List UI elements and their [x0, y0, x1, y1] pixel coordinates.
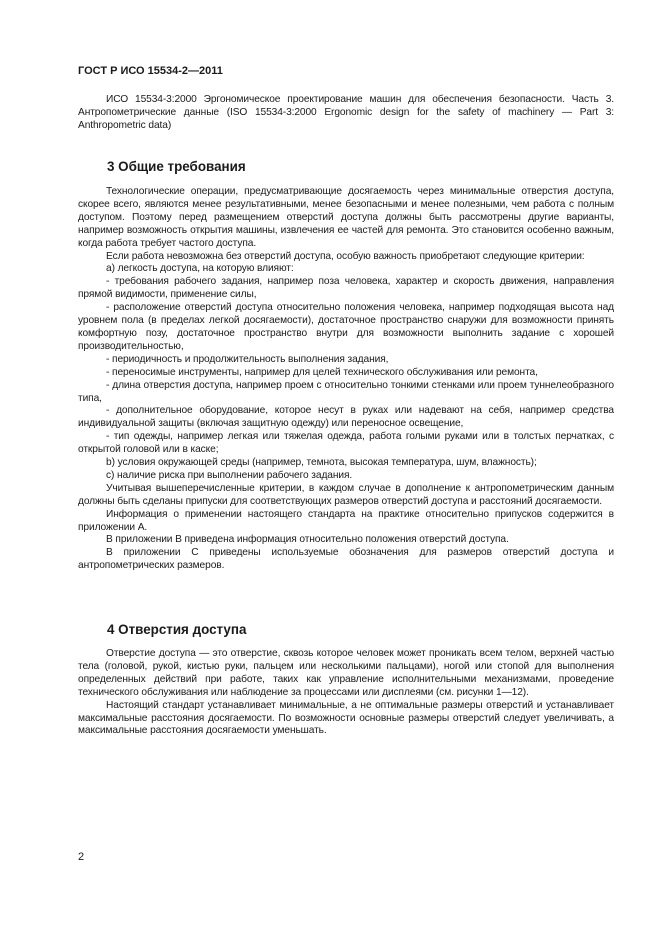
section-3-body — [78, 186, 614, 573]
section-4-title: 4 Отверстия доступа — [107, 622, 247, 637]
list-item: а) легкость доступа, на которую влияют: — [106, 263, 294, 275]
paragraph: Отверстие доступа — это отверстие, сквозь которое человек может проникать всем телом, верхней частью тела (головой, рукой, кистью руки, пальцем или несколькими пальцами), ногой или стопой для выполнения определенных действий при работе, таких как управление исполнительными механизмами, проведение технического обслуживания или наблюдение за процессами или дисплеями (см. рисунки 1—12). — [78, 648, 614, 698]
paragraph: Если работа невозможна без отверстий доступа, особую важность приобретают следующие критерии: — [106, 250, 585, 262]
list-item: b) условия окружающей среды (например, темнота, высокая температура, шум, влажность); — [106, 457, 537, 469]
paragraph: Информация о применении настоящего стандарта на практике относительно припусков содержится в приложении А. — [78, 508, 614, 533]
section-4-body — [78, 648, 614, 738]
section-3-title: 3 Общие требования — [107, 159, 246, 174]
list-item: - дополнительное оборудование, которое несут в руках или надевают на себя, например средства индивидуальной защиты (включая защитную одежду) или переносное освещение, — [78, 405, 614, 430]
list-item: - длина отверстия доступа, например проем с относительно тонкими стенками или проем туннелеобразного типа, — [78, 379, 614, 404]
list-item: - расположение отверстий доступа относительно положения человека, например подходящая высота над уровнем пола (в пределах легкой досягаемости), достаточное пространство снаружи для возможности принять комфортную позу, достаточное пространство внутри для возможности выполнить задание с хорошей производительностью, — [78, 302, 614, 352]
list-item: - требования рабочего задания, например поза человека, характер и скорость движения, направления прямой видимости, применение силы, — [78, 276, 614, 301]
list-item: - периодичность и продолжительность выполнения задания, — [106, 353, 389, 365]
reference-text: ИСО 15534-3:2000 Эргономическое проектирование машин для обеспечения безопасности. Часть 3. Антропометрические данные (ISO 15534-3:2000 Ergonomic design for the safety of machinery — Part 3: Anthropometric data) — [78, 94, 614, 131]
page-number: 2 — [78, 851, 85, 863]
paragraph: Учитывая вышеперечисленные критерии, в каждом случае в дополнение к антропометрическим данным должны быть сделаны припуски для соответствующих размеров отверстий доступа и расстояний досягаемости. — [78, 482, 614, 507]
paragraph: В приложении В приведена информация относительно положения отверстий доступа. — [106, 534, 509, 546]
list-item: - тип одежды, например легкая или тяжелая одежда, работа голыми руками или в толстых перчатках, с открытой головой или в каске; — [78, 431, 614, 456]
paragraph: В приложении С приведены используемые обозначения для размеров отверстий доступа и антропометрических размеров. — [78, 547, 614, 572]
normative-reference — [78, 94, 614, 133]
document-header: ГОСТ Р ИСО 15534-2—2011 — [78, 65, 223, 77]
list-item: - переносимые инструменты, например для целей технического обслуживания или ремонта, — [106, 366, 538, 378]
paragraph: Технологические операции, предусматривающие досягаемость через минимальные отверстия доступа, скорее всего, являются менее результативными, менее безопасными и менее полезными, чем работа с полным доступом. Поэтому перед размещением отверстий доступа должны быть рассмотрены другие варианты, например возможность открытия машины, извлечения ее частей для ремонта. Это становится особенно важным, когда работа требует частого доступа. — [78, 186, 614, 249]
paragraph: Настоящий стандарт устанавливает минимальные, а не оптимальные размеры отверстий и устанавливает максимальные расстояния досягаемости. По возможности основные размеры отверстий следует увеличивать, а максимальные расстояния досягаемости уменьшать. — [78, 699, 614, 737]
list-item: c) наличие риска при выполнении рабочего задания. — [106, 469, 353, 481]
